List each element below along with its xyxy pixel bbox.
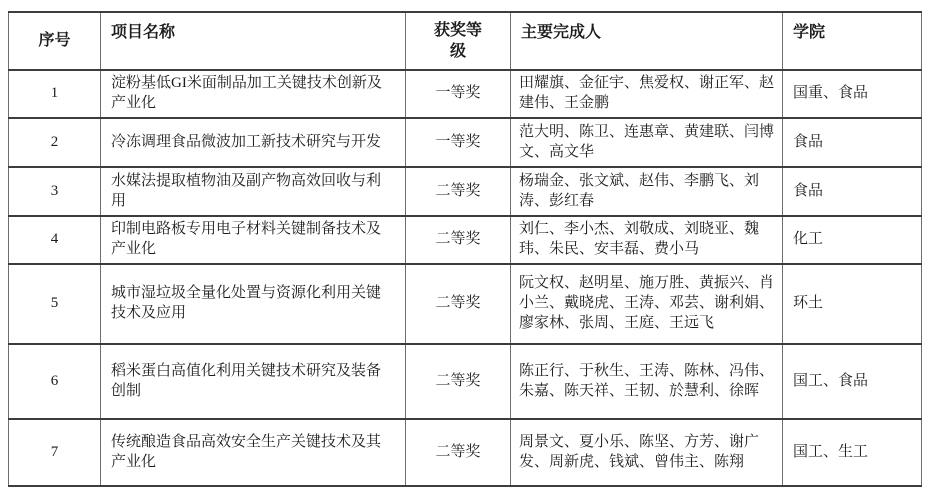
table-row	[9, 70, 922, 118]
cell-index: 7	[9, 419, 101, 486]
cell-contributors: 周景文、夏小乐、陈坚、方芳、谢广发、周新虎、钱斌、曾伟主、陈翔	[511, 419, 783, 486]
cell-project: 水媒法提取植物油及副产物高效回收与利用	[101, 167, 406, 216]
cell-award: 一等奖	[406, 70, 511, 118]
cell-contributors: 刘仁、李小杰、刘敬成、刘晓亚、魏玮、朱民、安丰磊、费小马	[511, 216, 783, 264]
column-header-college: 学院	[783, 12, 922, 70]
cell-award: 二等奖	[406, 344, 511, 419]
column-header-award	[406, 12, 511, 70]
cell-college: 化工	[783, 216, 922, 264]
cell-index: 6	[9, 344, 101, 419]
cell-project: 印制电路板专用电子材料关键制备技术及产业化	[101, 216, 406, 264]
cell-contributors: 陈正行、于秋生、王涛、陈林、冯伟、朱嘉、陈天祥、王韧、於慧利、徐晖	[511, 344, 783, 419]
cell-college: 国工、食品	[783, 344, 922, 419]
cell-project: 稻米蛋白高值化利用关键技术研究及装备创制	[101, 344, 406, 419]
column-header-award-label: 获奖等级	[433, 21, 482, 60]
table-row	[9, 216, 922, 264]
cell-project: 传统酿造食品高效安全生产关键技术及其产业化	[101, 419, 406, 486]
cell-college: 国工、生工	[783, 419, 922, 486]
cell-project: 淀粉基低GI米面制品加工关键技术创新及产业化	[101, 70, 406, 118]
cell-award: 二等奖	[406, 419, 511, 486]
cell-award: 二等奖	[406, 216, 511, 264]
cell-college: 食品	[783, 118, 922, 167]
cell-contributors: 范大明、陈卫、连惠章、黄建联、闫博文、高文华	[511, 118, 783, 167]
cell-contributors: 杨瑞金、张文斌、赵伟、李鹏飞、刘涛、彭红春	[511, 167, 783, 216]
cell-college: 食品	[783, 167, 922, 216]
table-row	[9, 344, 922, 419]
cell-contributors: 田耀旗、金征宇、焦爱权、谢正军、赵建伟、王金鹏	[511, 70, 783, 118]
cell-college: 环土	[783, 264, 922, 344]
column-header-index: 序号	[9, 12, 101, 70]
column-header-contributors: 主要完成人	[511, 12, 783, 70]
table-row	[9, 419, 922, 486]
cell-contributors: 阮文权、赵明星、施万胜、黄振兴、肖小兰、戴晓虎、王涛、邓芸、谢利娟、廖家林、张周、王庭、王远飞	[511, 264, 783, 344]
column-header-project: 项目名称	[101, 12, 406, 70]
cell-college: 国重、食品	[783, 70, 922, 118]
cell-award: 一等奖	[406, 118, 511, 167]
cell-index: 2	[9, 118, 101, 167]
cell-award: 二等奖	[406, 167, 511, 216]
table-row	[9, 167, 922, 216]
header-row	[9, 12, 922, 70]
cell-project: 冷冻调理食品微波加工新技术研究与开发	[101, 118, 406, 167]
cell-index: 5	[9, 264, 101, 344]
cell-index: 3	[9, 167, 101, 216]
cell-index: 1	[9, 70, 101, 118]
table-row	[9, 264, 922, 344]
table-row	[9, 118, 922, 167]
cell-index: 4	[9, 216, 101, 264]
cell-award: 二等奖	[406, 264, 511, 344]
awards-table	[8, 11, 922, 487]
cell-project: 城市湿垃圾全量化处置与资源化利用关键技术及应用	[101, 264, 406, 344]
